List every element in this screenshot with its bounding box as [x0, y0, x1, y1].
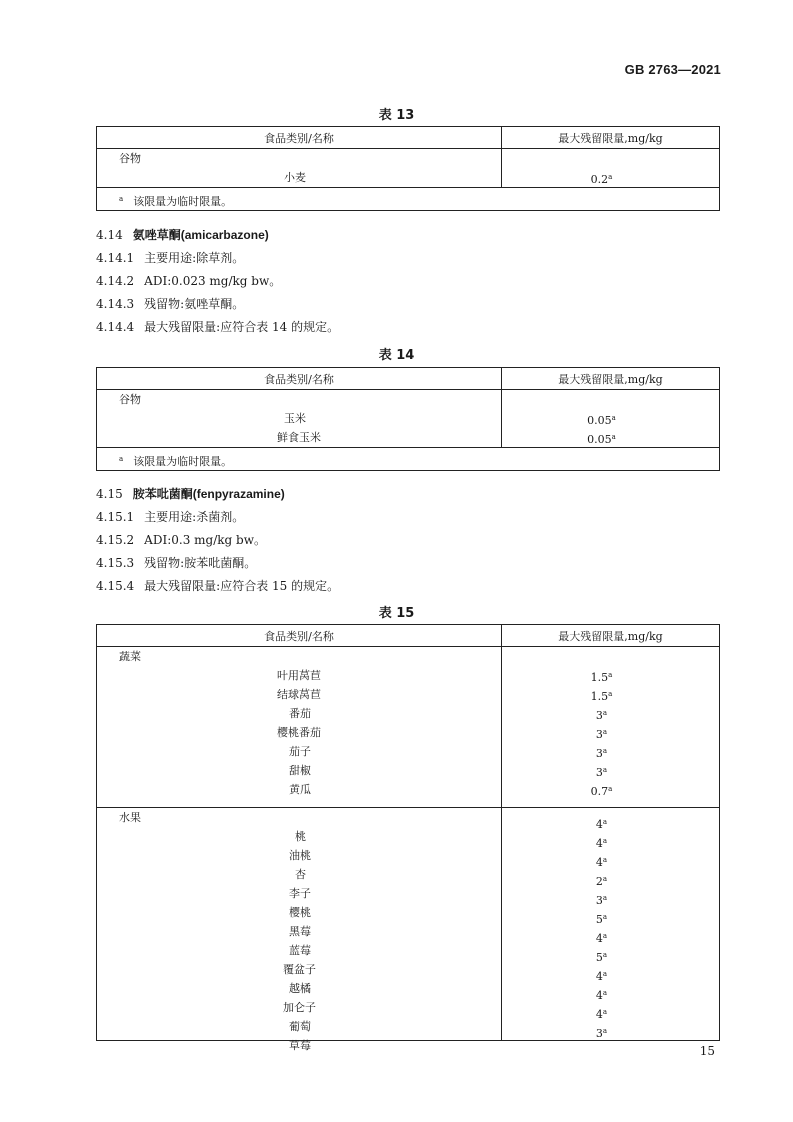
food-name: 黑莓	[289, 925, 311, 938]
footnote-mark: a	[119, 455, 124, 463]
limit-value: 3$^a$	[595, 709, 608, 722]
limit-value: 4$^a$	[595, 837, 608, 850]
column-header-name: 食品类别/名称	[97, 368, 502, 389]
footnote-mark: a	[602, 837, 608, 845]
food-name: 结球莴苣	[277, 688, 321, 701]
limit-value	[502, 390, 719, 409]
food-name: 叶用莴苣	[277, 669, 321, 682]
limit-value: 0.05$^a$	[587, 414, 616, 427]
footnote-mark: a	[602, 747, 608, 755]
clause: 4.14.2 ADI:0.023 mg/kg bw。	[96, 274, 282, 288]
limit-value: 3$^a$	[595, 728, 608, 741]
food-name: 蓝莓	[289, 944, 311, 957]
food-name: 覆盆子	[283, 963, 316, 976]
category-label: 水果	[119, 811, 141, 824]
food-name: 番茄	[289, 707, 311, 720]
food-name: 加仑子	[283, 1001, 316, 1014]
food-name: 草莓	[289, 1039, 311, 1052]
table-13	[96, 126, 720, 211]
column-header-value: 最大残留限量,mg/kg	[558, 629, 663, 643]
limit-value: 0.2$^a$	[590, 173, 613, 186]
limit-value	[502, 149, 719, 168]
footnote-mark: a	[608, 690, 613, 698]
table-14	[96, 367, 720, 471]
clause: 4.14.1 主要用途:除草剂。	[96, 251, 245, 265]
clause: 4.15.1 主要用途:杀菌剂。	[96, 510, 245, 524]
food-name: 茄子	[289, 745, 311, 758]
limit-value: 5$^a$	[595, 913, 608, 926]
footnote-mark: a	[602, 970, 608, 978]
table-15	[96, 624, 720, 1052]
footnote-mark: a	[602, 709, 608, 717]
food-name: 油桃	[289, 849, 311, 862]
column-header-value: 最大残留限量,mg/kg	[558, 131, 663, 145]
table-footnote: $^a$ 该限量为临时限量。	[97, 447, 719, 470]
footnote-mark: a	[602, 1008, 608, 1016]
section-heading: 4.14 氨唑草酮(amicarbazone)	[96, 228, 269, 242]
table-15-title: 表 15	[378, 606, 415, 621]
food-name: 樱桃	[289, 906, 311, 919]
footnote-mark: a	[608, 785, 613, 793]
limit-value: 3$^a$	[595, 1027, 608, 1040]
footnote-mark: a	[602, 766, 608, 774]
footnote-mark: a	[602, 989, 608, 997]
food-name: 小麦	[284, 171, 306, 184]
footnote-mark: a	[602, 1027, 608, 1035]
table-footnote: $^a$ 该限量为临时限量。	[97, 187, 719, 210]
footnote-mark: a	[602, 818, 608, 826]
limit-value: 5$^a$	[595, 951, 608, 964]
limit-value: 0.7$^a$	[590, 785, 613, 798]
food-name: 葡萄	[289, 1020, 311, 1033]
limit-value: 4$^a$	[595, 1008, 608, 1021]
limit-value: 1.5$^a$	[590, 690, 613, 703]
footnote-mark: a	[608, 173, 613, 181]
limit-value: 3$^a$	[595, 747, 608, 760]
limit-value: 2$^a$	[595, 875, 608, 888]
footnote-mark: a	[602, 728, 608, 736]
footnote-mark: a	[602, 875, 608, 883]
column-header-name: 食品类别/名称	[97, 127, 502, 148]
clause: 4.14.3 残留物:氨唑草酮。	[96, 297, 245, 311]
limit-value: 4$^a$	[595, 932, 608, 945]
table-14-title: 表 14	[378, 348, 415, 363]
footnote-mark: a	[602, 894, 608, 902]
clause: 4.15.2 ADI:0.3 mg/kg bw。	[96, 533, 266, 547]
footnote-mark: a	[602, 951, 608, 959]
clause: 4.15.4 最大残留限量:应符合表 15 的规定。	[96, 579, 340, 593]
footnote-mark: a	[602, 856, 608, 864]
food-name: 甜椒	[289, 764, 311, 777]
category-label: 谷物	[119, 152, 141, 165]
table-header	[97, 368, 719, 390]
food-name: 鲜食玉米	[277, 431, 321, 444]
food-name: 玉米	[284, 412, 306, 425]
column-header-name: 食品类别/名称	[97, 625, 502, 646]
footnote-mark: a	[602, 913, 608, 921]
table-body	[97, 390, 719, 447]
footnote-mark: a	[602, 932, 608, 940]
footnote-mark: a	[611, 433, 616, 441]
table-header	[97, 127, 719, 149]
footnote-mark: a	[611, 414, 616, 422]
limit-value: 4$^a$	[595, 970, 608, 983]
limit-value: 4$^a$	[595, 989, 608, 1002]
food-name: 黄瓜	[289, 783, 311, 796]
clause: 4.14.4 最大残留限量:应符合表 14 的规定。	[96, 320, 340, 334]
table-13-title: 表 13	[378, 108, 415, 123]
category-group	[97, 647, 719, 808]
category-label: 蔬菜	[119, 650, 141, 663]
limit-value: 1.5$^a$	[590, 671, 613, 684]
limit-value: 0.05$^a$	[587, 433, 616, 446]
table-body	[97, 647, 719, 1052]
footnote-mark: a	[608, 671, 613, 679]
footnote-mark: a	[119, 195, 124, 203]
food-name: 杏	[295, 868, 306, 881]
clause: 4.15.3 残留物:胺苯吡菌酮。	[96, 556, 257, 570]
standard-code: GB 2763—2021	[624, 62, 721, 77]
limit-value: 3$^a$	[595, 894, 608, 907]
limit-value: 4$^a$	[595, 818, 608, 831]
food-name: 桃	[295, 830, 306, 843]
section-heading: 4.15 胺苯吡菌酮(fenpyrazamine)	[96, 487, 285, 501]
table-header	[97, 625, 719, 647]
food-name: 李子	[289, 887, 311, 900]
category-label: 谷物	[119, 393, 141, 406]
limit-value: 3$^a$	[595, 766, 608, 779]
limit-value: 4$^a$	[595, 856, 608, 869]
table-body	[97, 149, 719, 187]
page-number: 15	[699, 1044, 715, 1058]
column-header-value: 最大残留限量,mg/kg	[558, 372, 663, 386]
food-name: 越橘	[289, 982, 311, 995]
food-name: 樱桃番茄	[277, 726, 321, 739]
